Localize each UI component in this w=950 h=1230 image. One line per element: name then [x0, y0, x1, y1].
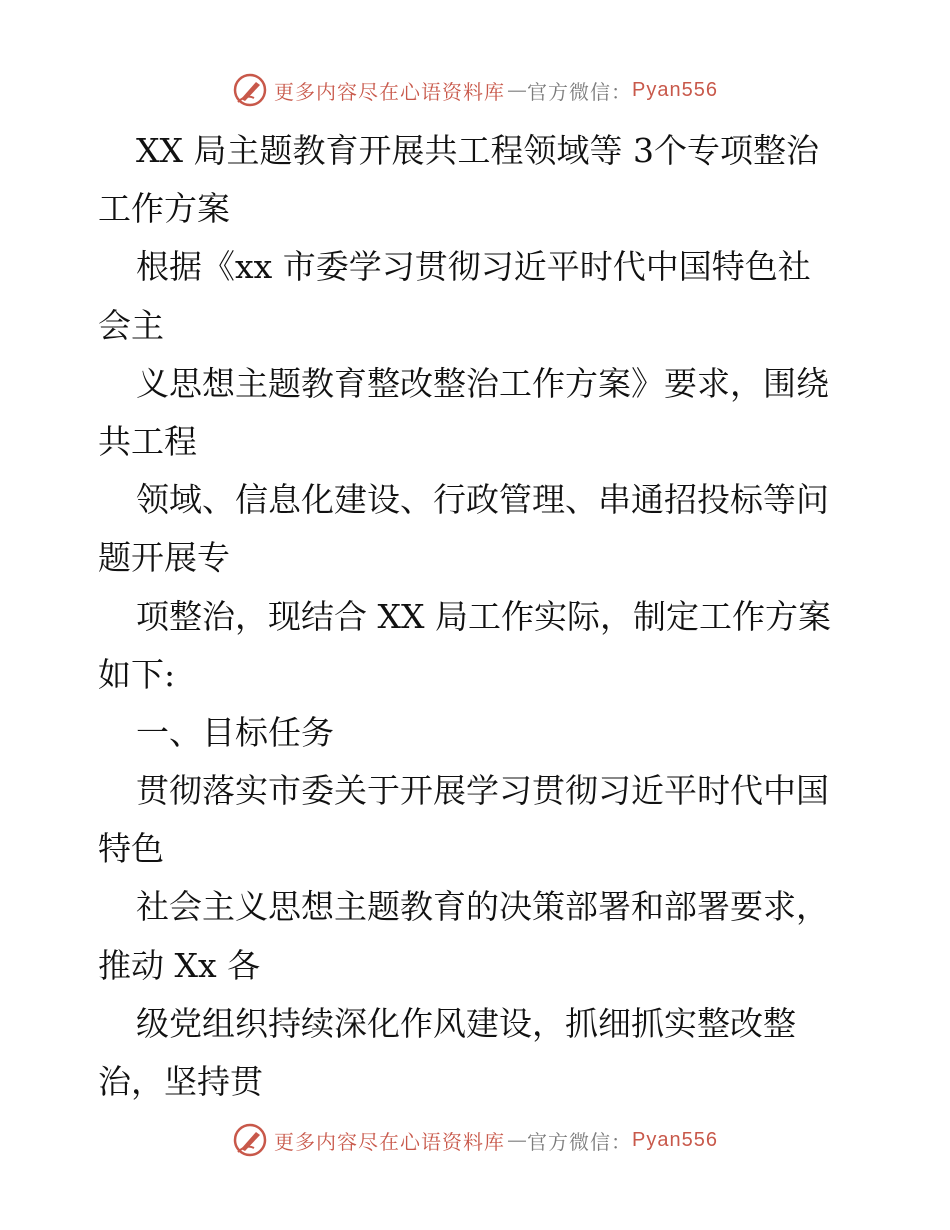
paragraph-line: 共工程 — [98, 421, 197, 461]
paragraph-line: 推动 Xx 各 — [98, 945, 261, 985]
paragraph-line: 领域、信息化建设、行政管理、串通招投标等问 — [136, 480, 829, 520]
paragraph-line: 工作方案 — [98, 189, 230, 229]
document-body — [98, 122, 858, 1111]
paragraph-line: 一、目标任务 — [136, 712, 334, 752]
pen-circle-logo-icon — [232, 72, 268, 108]
paragraph-line: 会主 — [98, 305, 164, 345]
header-watermark-banner — [0, 70, 950, 110]
paragraph-line: 题开展专 — [98, 538, 230, 578]
paragraph-line: 义思想主题教育整改整治工作方案》要求，围绕 — [136, 363, 829, 403]
footer-watermark-banner — [0, 1120, 950, 1160]
paragraph-line: 社会主义思想主题教育的决策部署和部署要求， — [136, 887, 829, 927]
banner-dash: — — [507, 78, 526, 102]
paragraph-line: 贯彻落实市委关于开展学习贯彻习近平时代中国 — [136, 771, 829, 811]
paragraph-line: 级党组织持续深化作风建设，抓细抓实整改整 — [136, 1003, 796, 1043]
banner-official-label: 官方微信： — [527, 79, 633, 104]
paragraph-line: 如下: — [98, 654, 176, 694]
pen-circle-logo-icon — [232, 1122, 268, 1158]
banner-official-label: 官方微信： — [527, 1129, 633, 1154]
banner-lead-text: 更多内容尽在心语资料库 — [274, 79, 506, 104]
paragraph-line: 治，坚持贯 — [98, 1062, 263, 1101]
paragraph-line: XX 局主题教育开展共工程领域等 3个专项整治 — [136, 131, 819, 170]
paragraph-line: 项整治，现结合 XX 局工作实际，制定工作方案 — [136, 596, 831, 636]
paragraph-line: 根据《xx 市委学习贯彻习近平时代中国特色社 — [136, 247, 811, 287]
banner-lead-text: 更多内容尽在心语资料库 — [274, 1129, 506, 1154]
paragraph-line: 特色 — [98, 829, 164, 869]
banner-wechat-id: Pyan556 — [632, 1128, 718, 1151]
banner-dash: — — [507, 1128, 526, 1152]
banner-wechat-id: Pyan556 — [632, 78, 718, 101]
